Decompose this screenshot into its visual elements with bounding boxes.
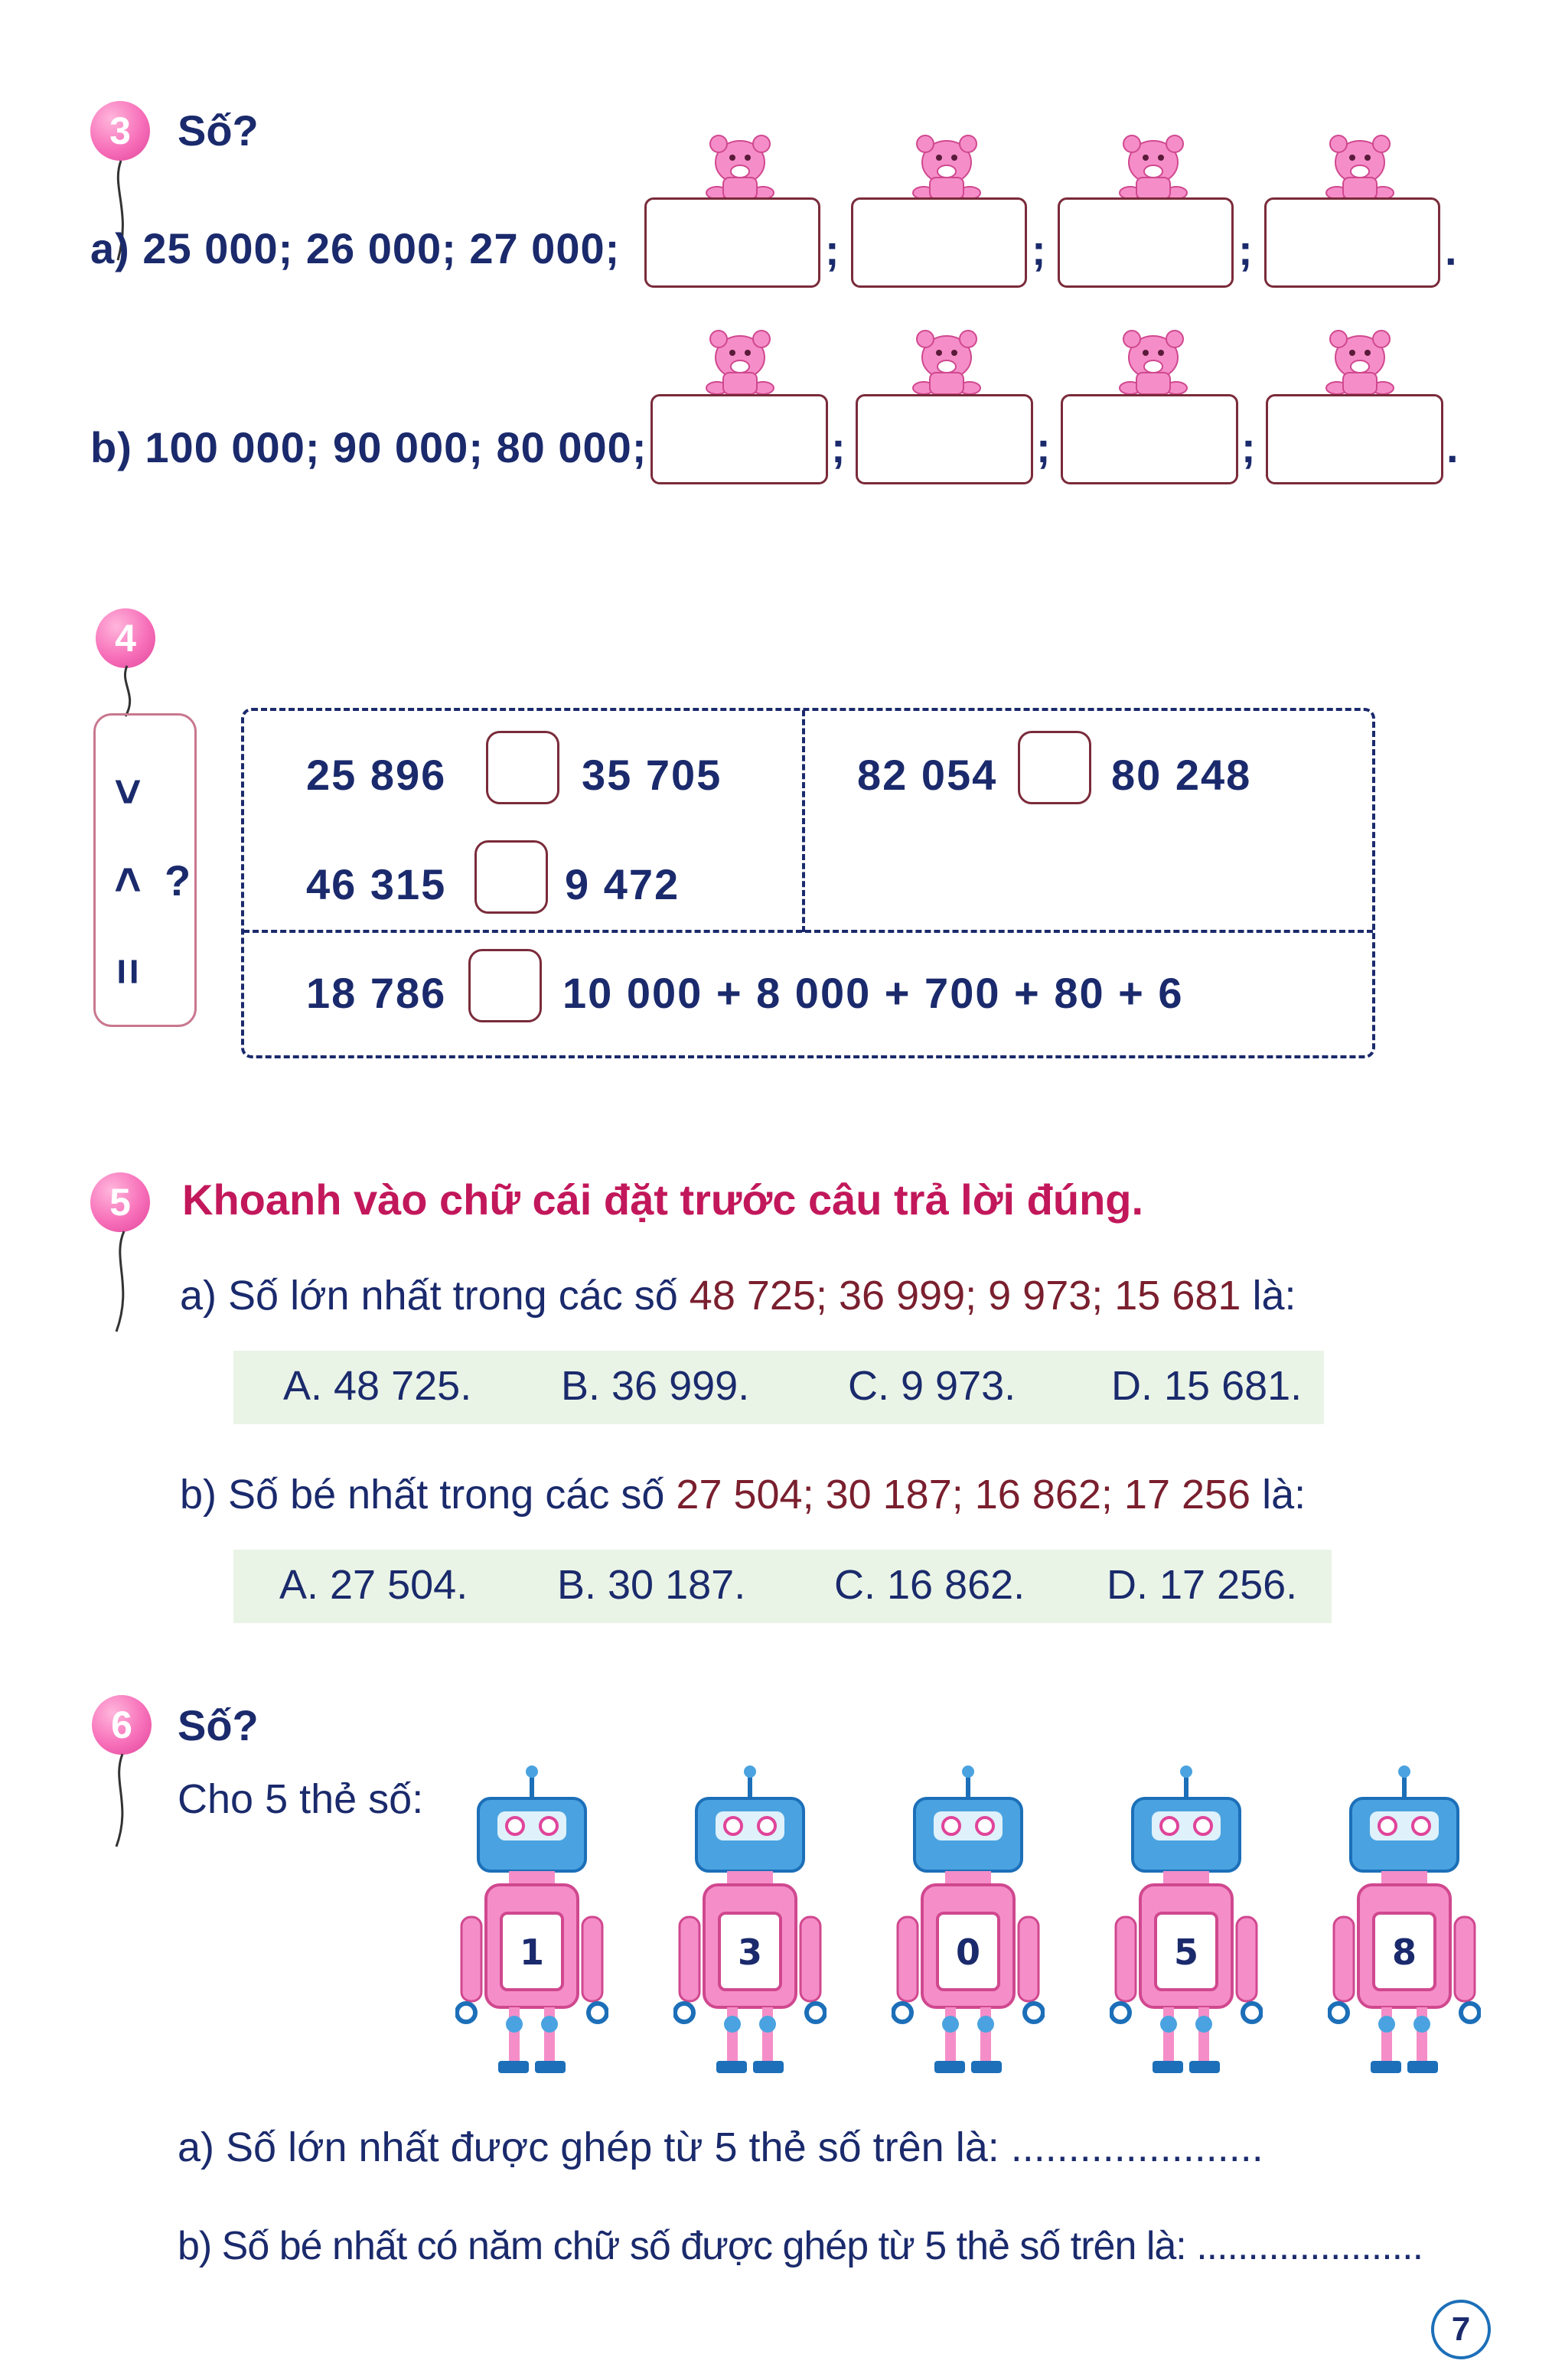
number-card: 8 [1391, 1932, 1417, 1973]
answer-box-3a-3[interactable] [1058, 197, 1234, 288]
option-5a-a[interactable]: A. 48 725. [283, 1363, 472, 1409]
answer-box-3a-4[interactable] [1264, 197, 1440, 288]
question-numbers: 27 504; 30 187; 16 862; 17 256 [676, 1472, 1251, 1518]
bear-icon [694, 122, 786, 199]
exercise-6-title: Số? [178, 1701, 259, 1749]
exercise-4-number-balloon: 4 [96, 608, 155, 668]
exercise-3b-sequence: b) 100 000; 90 000; 80 000; [90, 423, 647, 471]
answer-box-3b-4[interactable] [1266, 394, 1443, 484]
separator: ; [1032, 226, 1046, 274]
exercise-5-number-balloon: 5 [90, 1172, 150, 1232]
robot-card-icon [1328, 1752, 1481, 2097]
exercise-5-title: Khoanh vào chữ cái đặt trước câu trả lời đúng. [182, 1175, 1144, 1224]
option-5a-c[interactable]: C. 9 973. [848, 1363, 1016, 1409]
answer-box-3b-3[interactable] [1061, 394, 1238, 484]
robot-card-icon [892, 1752, 1045, 2097]
question-prefix: a) Số lớn nhất trong các số [180, 1273, 690, 1319]
question-prefix: b) Số bé nhất trong các số [180, 1472, 677, 1518]
balloon-string-icon [115, 664, 145, 718]
balloon-string-icon [107, 1228, 138, 1335]
option-5b-a[interactable]: A. 27 504. [279, 1562, 468, 1608]
answer-box-3b-2[interactable] [856, 394, 1033, 484]
bear-icon [901, 122, 993, 199]
balloon-string-icon [107, 1751, 138, 1850]
answer-box-3a-2[interactable] [851, 197, 1027, 288]
answer-box-3a-1[interactable] [644, 197, 820, 288]
bear-icon [1314, 122, 1406, 199]
number-card: 3 [737, 1932, 763, 1973]
compare-left-3: 46 315 [306, 860, 447, 908]
greater-sign: > [103, 778, 155, 806]
bear-icon [1107, 318, 1199, 394]
robot-card-icon [673, 1752, 827, 2097]
option-5a-b[interactable]: B. 36 999. [561, 1363, 750, 1409]
option-5b-b[interactable]: B. 30 187. [557, 1562, 746, 1608]
number-card: 1 [519, 1932, 545, 1973]
compare-right-1: 35 705 [582, 751, 722, 799]
exercise-6-number-balloon: 6 [92, 1695, 152, 1755]
bear-icon [1314, 318, 1406, 394]
compare-right-4: 10 000 + 8 000 + 700 + 80 + 6 [562, 969, 1184, 1017]
option-5a-d[interactable]: D. 15 681. [1111, 1363, 1303, 1409]
terminator: . [1445, 226, 1457, 274]
compare-box-1[interactable] [486, 731, 559, 804]
separator: ; [825, 226, 840, 274]
separator: ; [831, 423, 846, 471]
question-suffix: là: [1250, 1472, 1306, 1518]
page-number: 7 [1431, 2300, 1491, 2359]
answer-box-3b-1[interactable] [650, 394, 828, 484]
exercise-6-intro: Cho 5 thẻ số: [178, 1776, 424, 1822]
compare-box-3[interactable] [474, 840, 548, 914]
number-card: 0 [955, 1932, 981, 1973]
option-5b-d[interactable]: D. 17 256. [1107, 1562, 1298, 1608]
less-sign: < [103, 866, 155, 894]
separator: ; [1241, 423, 1256, 471]
bear-icon [694, 318, 786, 394]
question-suffix: là: [1241, 1273, 1296, 1319]
question-numbers: 48 725; 36 999; 9 973; 15 681 [689, 1273, 1241, 1319]
table-divider-horizontal [243, 930, 1373, 933]
separator: ; [1238, 226, 1253, 274]
exercise-3-title: Số? [178, 106, 259, 155]
exercise-5a-question [180, 1272, 1296, 1319]
bear-icon [1107, 122, 1199, 199]
bear-icon [901, 318, 993, 394]
compare-right-3: 9 472 [565, 860, 680, 908]
exercise-5b-question [180, 1471, 1306, 1518]
question-mark: ? [165, 856, 191, 905]
exercise-6a-question[interactable]: a) Số lớn nhất được ghép từ 5 thẻ số trên là: ...................... [178, 2124, 1263, 2170]
terminator: . [1446, 423, 1459, 471]
robot-card-icon [1110, 1752, 1263, 2097]
table-divider-vertical [802, 710, 805, 932]
exercise-6b-question[interactable]: b) Số bé nhất có năm chữ số được ghép từ 5 thẻ số trên là: ...................... [178, 2224, 1423, 2268]
separator: ; [1036, 423, 1051, 471]
compare-left-2: 82 054 [857, 751, 998, 799]
compare-right-2: 80 248 [1111, 751, 1252, 799]
option-5b-c[interactable]: C. 16 862. [834, 1562, 1025, 1608]
compare-left-1: 25 896 [306, 751, 447, 799]
compare-box-4[interactable] [468, 949, 542, 1022]
compare-box-2[interactable] [1018, 731, 1091, 804]
number-card: 5 [1173, 1932, 1199, 1973]
robot-card-icon [455, 1752, 608, 2097]
compare-left-4: 18 786 [306, 969, 447, 1017]
exercise-3a-sequence: a) 25 000; 26 000; 27 000; [90, 224, 621, 272]
exercise-3-number-balloon: 3 [90, 101, 150, 161]
equal-sign: = [103, 957, 155, 986]
